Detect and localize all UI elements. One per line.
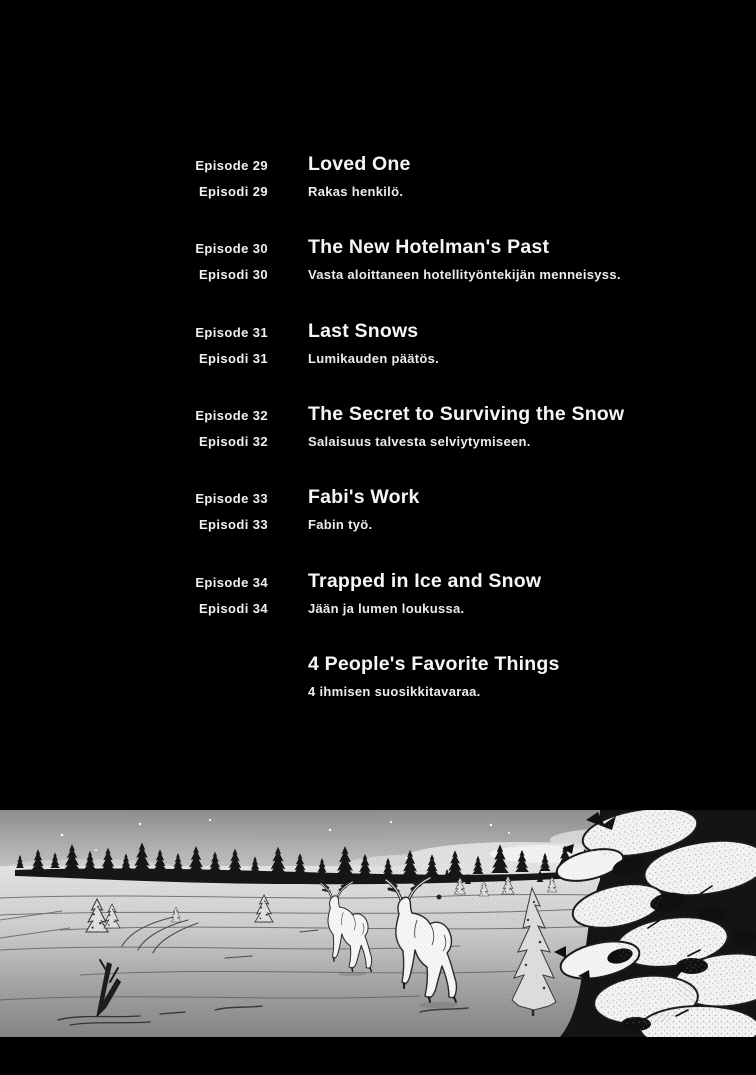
toc-row-en [0, 568, 756, 595]
episode-title-fi: Salaisuus talvesta selviytymiseen. [308, 434, 531, 449]
toc-row-fi [0, 428, 756, 455]
episode-title-en: The Secret to Surviving the Snow [308, 403, 625, 425]
winter-illustration [0, 810, 756, 1037]
toc-row-en [0, 234, 756, 261]
toc-row-en [0, 401, 756, 428]
episode-number-en: Episode 29 [195, 158, 268, 173]
toc-row-fi [0, 261, 756, 288]
episode-number-en: Episode 32 [195, 408, 268, 423]
episode-title-fi: 4 ihmisen suosikkitavaraa. [308, 684, 481, 699]
toc-entry-episode-29 [0, 151, 756, 205]
toc-entry-bonus [0, 651, 756, 705]
episode-number-en: Episode 33 [195, 491, 268, 506]
episode-title-en: The New Hotelman's Past [308, 236, 550, 258]
toc-row-en [0, 318, 756, 345]
episode-number-fi: Episodi 32 [198, 434, 268, 449]
episode-number-fi: Episodi 33 [198, 517, 268, 532]
toc-row-fi [0, 595, 756, 622]
episode-title-fi: Vasta aloittaneen hotellityöntekijän menneisyss. [308, 267, 621, 282]
toc-entry-episode-31 [0, 318, 756, 372]
toc-row-en [0, 484, 756, 511]
toc-entry-episode-33 [0, 484, 756, 538]
episode-number-fi: Episodi 34 [198, 601, 268, 616]
episode-title-en: Loved One [308, 153, 411, 175]
toc-row-fi [0, 345, 756, 372]
episode-title-en: Last Snows [308, 320, 419, 342]
episode-title-en: Fabi's Work [308, 486, 420, 508]
toc-entry-episode-34 [0, 568, 756, 622]
episode-title-en: 4 People's Favorite Things [308, 653, 560, 675]
toc-row-fi [0, 678, 756, 705]
episode-number-en: Episode 31 [195, 325, 268, 340]
toc-entry-episode-30 [0, 234, 756, 288]
episode-title-fi: Rakas henkilö. [308, 184, 404, 199]
episode-title-fi: Fabin työ. [308, 517, 373, 532]
episode-number-fi: Episodi 31 [198, 351, 268, 366]
episode-number-en: Episode 30 [195, 241, 268, 256]
toc-row-en [0, 151, 756, 178]
episode-number-en: Episode 34 [195, 575, 268, 590]
toc-row-fi [0, 178, 756, 205]
episode-number-fi: Episodi 29 [198, 184, 268, 199]
episode-title-fi: Jään ja lumen loukussa. [308, 601, 465, 616]
episode-number-fi: Episodi 30 [198, 267, 268, 282]
episode-title-fi: Lumikauden päätös. [308, 351, 440, 366]
toc-row-fi [0, 511, 756, 538]
toc-row-en [0, 651, 756, 678]
toc-entry-episode-32 [0, 401, 756, 455]
episode-title-en: Trapped in Ice and Snow [308, 570, 542, 592]
halftone-overlay [0, 810, 756, 1037]
